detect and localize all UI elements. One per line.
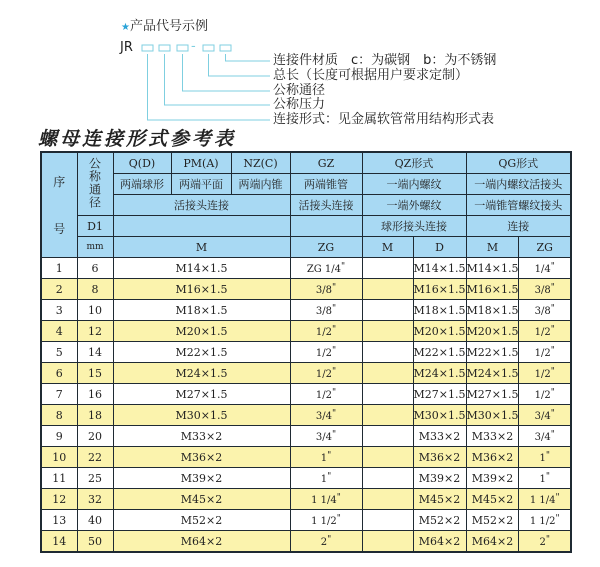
- table-row: [41, 531, 571, 553]
- table-row: [41, 258, 571, 279]
- table-row: [41, 405, 571, 426]
- thread-size: 3/8: [315, 284, 332, 296]
- cell-qg-zg: [519, 384, 571, 405]
- inch-mark: ": [550, 429, 555, 440]
- legend-label-length: 总长（长度可根据用户要求定制）: [273, 68, 469, 83]
- header-dn-text: 公称通径: [87, 156, 102, 209]
- thread-size: 3/4: [534, 431, 551, 443]
- cell-qz-d: M52×2: [413, 510, 466, 531]
- cell-no: 10: [41, 447, 77, 468]
- inch-mark: ": [550, 282, 555, 293]
- cell-qz-d: M30×1.5: [413, 405, 466, 426]
- header-pm: PM(A): [171, 152, 231, 174]
- header-qz: QZ形式: [362, 152, 466, 174]
- cell-no: 11: [41, 468, 77, 489]
- code-box: [159, 45, 170, 51]
- cell-m: M22×1.5: [113, 342, 290, 363]
- cell-dn: 20: [77, 426, 113, 447]
- cell-qg-zg: [519, 300, 571, 321]
- header-nz: NZ(C): [231, 152, 290, 174]
- cell-m: M30×1.5: [113, 405, 290, 426]
- thread-size: 1 1/4: [529, 494, 556, 506]
- thread-size: 3/8: [534, 305, 551, 317]
- cell-no: 8: [41, 405, 77, 426]
- inch-mark: ": [341, 261, 346, 272]
- header-desc: 一端内螺纹: [362, 174, 466, 195]
- header-desc: 两端内锥: [231, 174, 290, 195]
- cell-zg: [290, 531, 362, 553]
- thread-size: 1/4: [534, 263, 551, 275]
- cell-m: M20×1.5: [113, 321, 290, 342]
- cell-no: 12: [41, 489, 77, 510]
- cell-qz-m: [362, 447, 413, 468]
- thread-size: 1/2: [315, 347, 332, 359]
- cell-zg: [290, 405, 362, 426]
- inch-mark: ": [545, 450, 550, 461]
- cell-dn: 14: [77, 342, 113, 363]
- cell-qz-d: M33×2: [413, 426, 466, 447]
- thread-size: ZG 1/4: [306, 263, 342, 275]
- nut-connection-table: [40, 151, 572, 553]
- header-seq: [41, 152, 77, 258]
- inch-mark: ": [331, 429, 337, 440]
- header-unit: mm: [77, 237, 113, 258]
- legend-label-connection: 连接形式：见金属软管常用结构形式表: [273, 112, 495, 127]
- thread-size: 3/4: [315, 431, 332, 443]
- cell-qg-zg: [519, 258, 571, 279]
- leader-line: [183, 54, 271, 91]
- cell-qg-m: M27×1.5: [466, 384, 519, 405]
- header-qg: QG形式: [466, 152, 571, 174]
- cell-m: M45×2: [113, 489, 290, 510]
- cell-zg: [290, 363, 362, 384]
- inch-mark: ": [331, 366, 337, 377]
- header-sub: ZG: [290, 237, 362, 258]
- cell-qz-m: [362, 405, 413, 426]
- code-box: [177, 45, 188, 51]
- inch-mark: ": [336, 513, 341, 524]
- cell-no: 1: [41, 258, 77, 279]
- cell-dn: 8: [77, 279, 113, 300]
- cell-qg-m: M36×2: [466, 447, 519, 468]
- header-q: Q(D): [113, 152, 171, 174]
- cell-dn: 50: [77, 531, 113, 553]
- cell-no: 3: [41, 300, 77, 321]
- cell-qz-m: [362, 489, 413, 510]
- cell-qz-m: [362, 468, 413, 489]
- cell-qg-zg: [519, 279, 571, 300]
- cell-qg-zg: [519, 342, 571, 363]
- inch-mark: ": [331, 303, 337, 314]
- inch-mark: ": [327, 534, 332, 545]
- cell-qz-d: M39×2: [413, 468, 466, 489]
- cell-m: M64×2: [113, 531, 290, 553]
- cell-qz-m: [362, 531, 413, 553]
- cell-dn: 22: [77, 447, 113, 468]
- table-row: [41, 321, 571, 342]
- cell-qg-m: M52×2: [466, 510, 519, 531]
- thread-size: 1/2: [315, 389, 332, 401]
- thread-size: 2: [539, 536, 546, 548]
- inch-mark: ": [555, 492, 560, 503]
- header-sub: M: [113, 237, 290, 258]
- cell-qg-m: M45×2: [466, 489, 519, 510]
- thread-size: 3/8: [534, 284, 551, 296]
- cell-dn: 15: [77, 363, 113, 384]
- cell-qz-m: [362, 279, 413, 300]
- cell-zg: [290, 342, 362, 363]
- cell-zg: [290, 258, 362, 279]
- thread-size: 1/2: [534, 326, 551, 338]
- thread-size: 1: [539, 452, 546, 464]
- cell-qz-m: [362, 342, 413, 363]
- cell-qg-zg: [519, 405, 571, 426]
- thread-size: 3/4: [315, 410, 332, 422]
- cell-dn: 10: [77, 300, 113, 321]
- cell-qg-m: M24×1.5: [466, 363, 519, 384]
- code-box: [142, 45, 153, 51]
- thread-size: 1/2: [315, 368, 332, 380]
- table-row: [41, 447, 571, 468]
- cell-qg-zg: [519, 321, 571, 342]
- cell-qg-m: M16×1.5: [466, 279, 519, 300]
- table-row: [41, 300, 571, 321]
- cell-no: 9: [41, 426, 77, 447]
- thread-size: 3/4: [534, 410, 551, 422]
- inch-mark: ": [550, 408, 555, 419]
- header-sub: M: [466, 237, 519, 258]
- header-seq-1: 序: [53, 175, 66, 189]
- cell-qz-d: M22×1.5: [413, 342, 466, 363]
- table-row: [41, 279, 571, 300]
- cell-qg-zg: [519, 468, 571, 489]
- thread-size: 1/2: [315, 326, 332, 338]
- cell-zg: [290, 321, 362, 342]
- cell-qg-zg: [519, 489, 571, 510]
- cell-qz-m: [362, 510, 413, 531]
- cell-qz-d: M36×2: [413, 447, 466, 468]
- thread-size: 1/2: [534, 368, 551, 380]
- cell-m: M27×1.5: [113, 384, 290, 405]
- cell-dn: 12: [77, 321, 113, 342]
- cell-qg-zg: [519, 363, 571, 384]
- cell-qg-m: M22×1.5: [466, 342, 519, 363]
- cell-m: M52×2: [113, 510, 290, 531]
- header-desc: 一端锥管螺纹接头: [466, 195, 571, 216]
- inch-mark: ": [331, 324, 337, 335]
- cell-qz-m: [362, 384, 413, 405]
- inch-mark: ": [331, 345, 337, 356]
- thread-size: 1/2: [534, 347, 551, 359]
- inch-mark: ": [327, 450, 332, 461]
- table-row: [41, 510, 571, 531]
- cell-qz-d: M18×1.5: [413, 300, 466, 321]
- thread-size: 1: [539, 473, 546, 485]
- header-desc: 两端球形: [113, 174, 171, 195]
- cell-zg: [290, 510, 362, 531]
- cell-zg: [290, 468, 362, 489]
- cell-zg: [290, 384, 362, 405]
- cell-qg-zg: [519, 510, 571, 531]
- thread-size: 1 1/4: [311, 494, 337, 506]
- header-empty: [113, 216, 290, 237]
- table-row: [41, 363, 571, 384]
- cell-qz-d: M14×1.5: [413, 258, 466, 279]
- code-box: [203, 45, 214, 51]
- cell-qz-m: [362, 363, 413, 384]
- cell-qg-m: M18×1.5: [466, 300, 519, 321]
- cell-qz-m: [362, 426, 413, 447]
- cell-qg-m: M30×1.5: [466, 405, 519, 426]
- cell-dn: 32: [77, 489, 113, 510]
- thread-size: 1 1/2: [311, 515, 337, 527]
- cell-zg: [290, 489, 362, 510]
- inch-mark: ": [331, 282, 337, 293]
- inch-mark: ": [331, 387, 337, 398]
- header-seq-2: 号: [53, 222, 66, 236]
- table-row: [41, 384, 571, 405]
- inch-mark: ": [550, 345, 555, 356]
- cell-qz-d: M24×1.5: [413, 363, 466, 384]
- thread-size: 1: [320, 473, 328, 485]
- cell-no: 6: [41, 363, 77, 384]
- cell-no: 4: [41, 321, 77, 342]
- cell-no: 13: [41, 510, 77, 531]
- table-title: 螺母连接形式参考表: [38, 128, 237, 150]
- cell-m: M18×1.5: [113, 300, 290, 321]
- cell-m: M39×2: [113, 468, 290, 489]
- header-desc: 一端外螺纹: [362, 195, 466, 216]
- inch-mark: ": [336, 492, 341, 503]
- header-desc: 一端内螺纹活接头: [466, 174, 571, 195]
- inch-mark: ": [550, 261, 555, 272]
- cell-qg-m: M33×2: [466, 426, 519, 447]
- cell-dn: 18: [77, 405, 113, 426]
- cell-m: M24×1.5: [113, 363, 290, 384]
- cell-m: M36×2: [113, 447, 290, 468]
- thread-size: 3/8: [315, 305, 332, 317]
- cell-zg: [290, 279, 362, 300]
- cell-qg-m: M39×2: [466, 468, 519, 489]
- cell-qg-m: M64×2: [466, 531, 519, 553]
- header-sub: M: [362, 237, 413, 258]
- legend-label-material: 连接件材质 c：为碳钢 b：为不锈钢: [273, 53, 497, 68]
- cell-m: M33×2: [113, 426, 290, 447]
- header-desc: 连接: [466, 216, 571, 237]
- code-prefix: JR: [120, 40, 133, 55]
- inch-mark: ": [550, 303, 555, 314]
- header-desc: 活接头连接: [113, 195, 290, 216]
- cell-m: M14×1.5: [113, 258, 290, 279]
- cell-qz-d: M45×2: [413, 489, 466, 510]
- cell-qz-d: M64×2: [413, 531, 466, 553]
- cell-zg: [290, 426, 362, 447]
- leader-line: [209, 54, 271, 76]
- leader-line: [226, 54, 271, 61]
- code-separator: -: [191, 39, 196, 54]
- header-dn: [77, 152, 113, 216]
- cell-qz-m: [362, 321, 413, 342]
- header-sub: ZG: [519, 237, 571, 258]
- cell-dn: 40: [77, 510, 113, 531]
- cell-qz-d: M16×1.5: [413, 279, 466, 300]
- cell-no: 5: [41, 342, 77, 363]
- header-desc: 两端平面: [171, 174, 231, 195]
- header-desc: 球形接头连接: [362, 216, 466, 237]
- cell-qg-zg: [519, 447, 571, 468]
- header-desc: 活接头连接: [290, 195, 362, 216]
- header-empty: [290, 216, 362, 237]
- inch-mark: ": [331, 408, 337, 419]
- thread-size: 2: [320, 536, 328, 548]
- cell-dn: 16: [77, 384, 113, 405]
- cell-qz-m: [362, 258, 413, 279]
- cell-no: 2: [41, 279, 77, 300]
- header-gz: GZ: [290, 152, 362, 174]
- cell-dn: 25: [77, 468, 113, 489]
- cell-m: M16×1.5: [113, 279, 290, 300]
- table-row: [41, 426, 571, 447]
- header-sub: D: [413, 237, 466, 258]
- table-row: [41, 468, 571, 489]
- inch-mark: ": [550, 387, 555, 398]
- inch-mark: ": [555, 513, 560, 524]
- inch-mark: ": [545, 534, 550, 545]
- cell-qz-m: [362, 300, 413, 321]
- inch-mark: ": [550, 324, 555, 335]
- leader-line: [165, 54, 271, 105]
- star-icon: ★: [121, 22, 130, 33]
- inch-mark: ": [550, 366, 555, 377]
- cell-zg: [290, 300, 362, 321]
- thread-size: 1 1/2: [529, 515, 556, 527]
- cell-qg-m: M14×1.5: [466, 258, 519, 279]
- inch-mark: ": [545, 471, 550, 482]
- code-box: [220, 45, 231, 51]
- legend-heading-text: 产品代号示例: [129, 19, 208, 34]
- cell-no: 14: [41, 531, 77, 553]
- cell-dn: 6: [77, 258, 113, 279]
- cell-qz-d: M20×1.5: [413, 321, 466, 342]
- table-row: [41, 489, 571, 510]
- thread-size: 1: [320, 452, 328, 464]
- inch-mark: ": [327, 471, 332, 482]
- legend-label-pressure: 公称压力: [273, 97, 326, 112]
- cell-qg-zg: [519, 531, 571, 553]
- cell-qg-m: M20×1.5: [466, 321, 519, 342]
- legend-label-diameter: 公称通径: [273, 83, 326, 98]
- cell-qz-d: M27×1.5: [413, 384, 466, 405]
- cell-no: 7: [41, 384, 77, 405]
- table-row: [41, 342, 571, 363]
- thread-size: 1/2: [534, 389, 551, 401]
- header-desc: 两端锥管: [290, 174, 362, 195]
- header-d1: D1: [77, 216, 113, 237]
- cell-qg-zg: [519, 426, 571, 447]
- cell-zg: [290, 447, 362, 468]
